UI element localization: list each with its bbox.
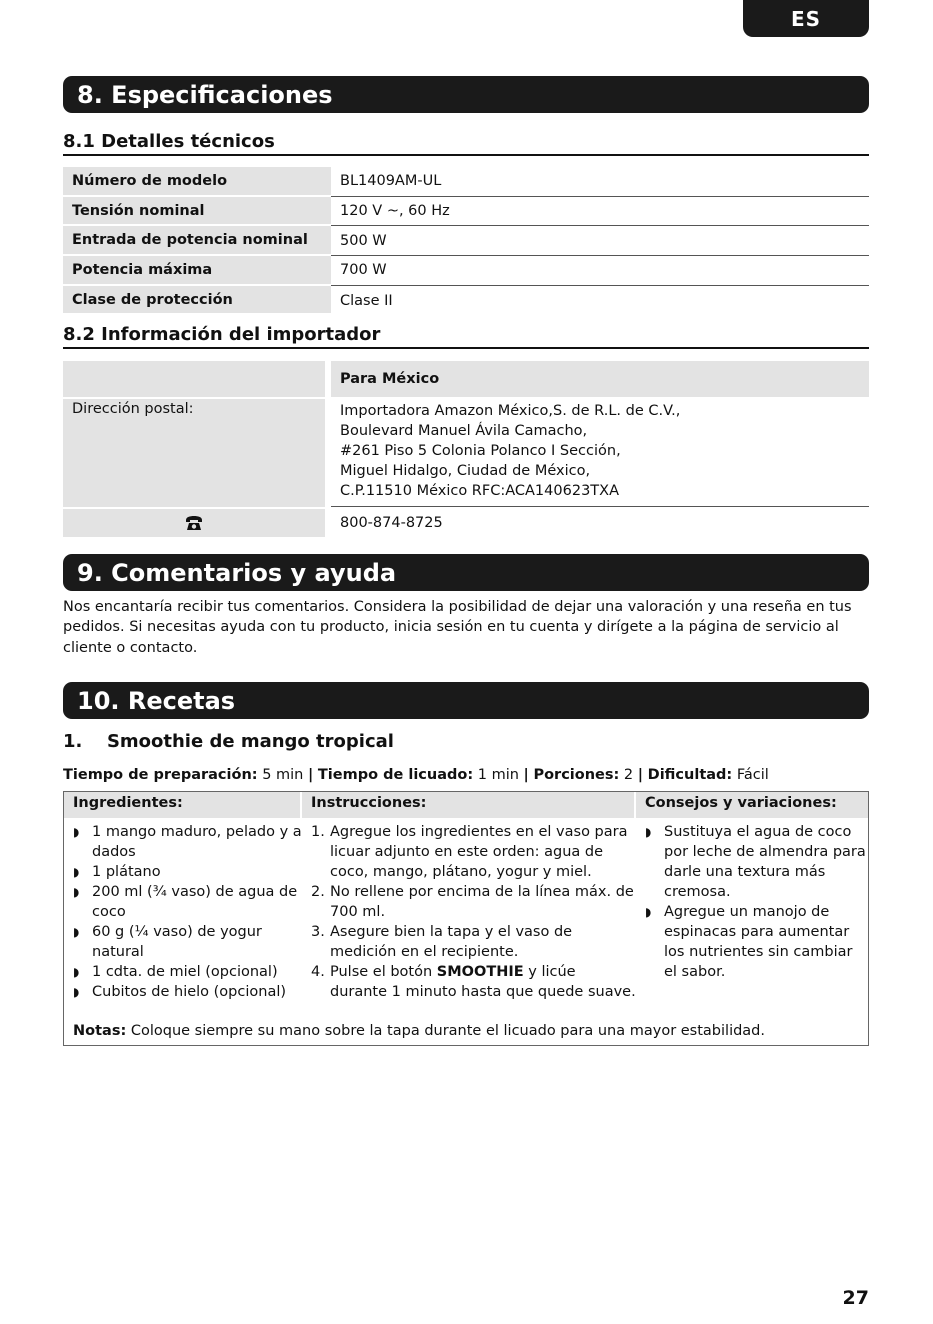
importer-header: Para México xyxy=(331,361,869,397)
list-item: ◗ 1 cdta. de miel (opcional) xyxy=(73,962,302,982)
address-line: C.P.11510 México RFC:ACA140623TXA xyxy=(340,483,619,499)
spec-value: 700 W xyxy=(331,256,869,286)
language-badge: ES xyxy=(743,0,869,37)
tips-list xyxy=(636,822,868,982)
list-item: ◗ 200 ml (¾ vaso) de agua de coco xyxy=(73,882,302,922)
portions-label: Porciones: xyxy=(533,767,620,783)
table-row xyxy=(63,226,869,256)
address-line: Miguel Hidalgo, Ciudad de México, xyxy=(340,463,591,479)
table-row xyxy=(63,286,869,316)
instructions-list xyxy=(302,822,636,1002)
portions-value: 2 xyxy=(623,767,634,783)
spec-label: Potencia máxima xyxy=(63,256,331,286)
list-item: 2. No rellene por encima de la línea máx. de 700 ml. xyxy=(311,884,634,920)
phone-label-cell xyxy=(63,509,325,537)
recipe-title xyxy=(63,731,394,752)
postal-label: Dirección postal: xyxy=(63,399,325,507)
list-item: ◗ 1 mango maduro, pelado y a dados xyxy=(73,822,302,862)
spec-label: Número de modelo xyxy=(63,167,331,197)
list-item: ◗ Cubitos de hielo (opcional) xyxy=(73,982,302,1002)
difficulty-label: Dificultad: xyxy=(647,767,733,783)
list-item: 1. Agregue los ingredientes en el vaso para licuar adjunto en este orden: agua de coco, mango, plátano, yogur y miel. xyxy=(311,824,628,880)
list-item: ◗ 1 plátano xyxy=(73,862,302,882)
list-item: ◗ 60 g (¼ vaso) de yogur natural xyxy=(73,922,302,962)
tips-header: Consejos y variaciones: xyxy=(636,792,868,818)
list-item: ◗ Agregue un manojo de espinacas para aumentar los nutrientes sin cambiar el sabor. xyxy=(645,902,868,982)
prep-time-value: 5 min xyxy=(262,767,304,783)
importer-header-blank xyxy=(63,361,325,397)
difficulty-value: Fácil xyxy=(736,767,769,783)
table-row xyxy=(63,256,869,286)
prep-time-label: Tiempo de preparación: xyxy=(63,767,258,783)
recipe-meta xyxy=(63,767,769,783)
specs-table xyxy=(63,167,869,315)
section-8-title: 8. Especificaciones xyxy=(63,76,869,113)
feedback-paragraph: Nos encantaría recibir tus comentarios. Considera la posibilidad de dejar una valoración y una reseña en tus pedidos. Si necesitas ayuda con tu producto, inicia sesión en tu cuenta y dirígete a la página de servicio al cliente o contacto. xyxy=(63,599,852,656)
spec-label: Clase de protección xyxy=(63,286,331,316)
subsection-8-1-title: 8.1 Detalles técnicos xyxy=(63,131,869,156)
separator: | xyxy=(637,767,644,783)
recipe-name: Smoothie de mango tropical xyxy=(106,731,394,752)
phone-number: 800-874-8725 xyxy=(340,515,443,531)
postal-address xyxy=(331,399,869,507)
recipe-table xyxy=(63,791,869,1046)
separator: | xyxy=(523,767,529,783)
address-line: Importadora Amazon México,S. de R.L. de C.V., xyxy=(340,403,681,419)
spec-value: Clase II xyxy=(340,292,393,309)
recipe-number: 1. xyxy=(63,731,83,752)
address-line: #261 Piso 5 Colonia Polanco I Sección, xyxy=(340,443,621,459)
blend-time-value: 1 min xyxy=(477,767,519,783)
ingredients-header: Ingredientes: xyxy=(64,792,302,818)
telephone-icon xyxy=(184,515,204,531)
spec-value: 120 V ~, 60 Hz xyxy=(331,197,869,227)
list-item: 3. Asegure bien la tapa y el vaso de medición en el recipiente. xyxy=(311,924,573,960)
table-row xyxy=(63,167,869,197)
section-10-title: 10. Recetas xyxy=(63,682,869,719)
spec-label: Tensión nominal xyxy=(63,197,331,227)
list-item: ◗ Sustituya el agua de coco por leche de almendra para darle una textura más cremosa. xyxy=(645,822,868,902)
page-number: 27 xyxy=(842,1287,869,1309)
recipe-notes xyxy=(73,1023,765,1039)
blend-time-label: Tiempo de licuado: xyxy=(317,767,474,783)
ingredients-list xyxy=(64,822,302,1002)
table-row xyxy=(63,197,869,227)
importer-table xyxy=(63,361,869,537)
notes-label: Notas: xyxy=(73,1023,127,1039)
notes-text: Coloque siempre su mano sobre la tapa durante el licuado para una mayor estabilidad. xyxy=(126,1023,766,1039)
instructions-header: Instrucciones: xyxy=(302,792,636,818)
list-item: 4. Pulse el botón SMOOTHIE y licúe durante 1 minuto hasta que quede suave. xyxy=(311,964,636,1000)
spec-label: Entrada de potencia nominal xyxy=(63,226,331,256)
subsection-8-2-title: 8.2 Información del importador xyxy=(63,324,869,349)
section-9-title: 9. Comentarios y ayuda xyxy=(63,554,869,591)
separator: | xyxy=(307,767,314,783)
spec-value: BL1409AM-UL xyxy=(331,167,869,197)
address-line: Boulevard Manuel Ávila Camacho, xyxy=(340,423,588,439)
spec-value: 500 W xyxy=(331,226,869,256)
